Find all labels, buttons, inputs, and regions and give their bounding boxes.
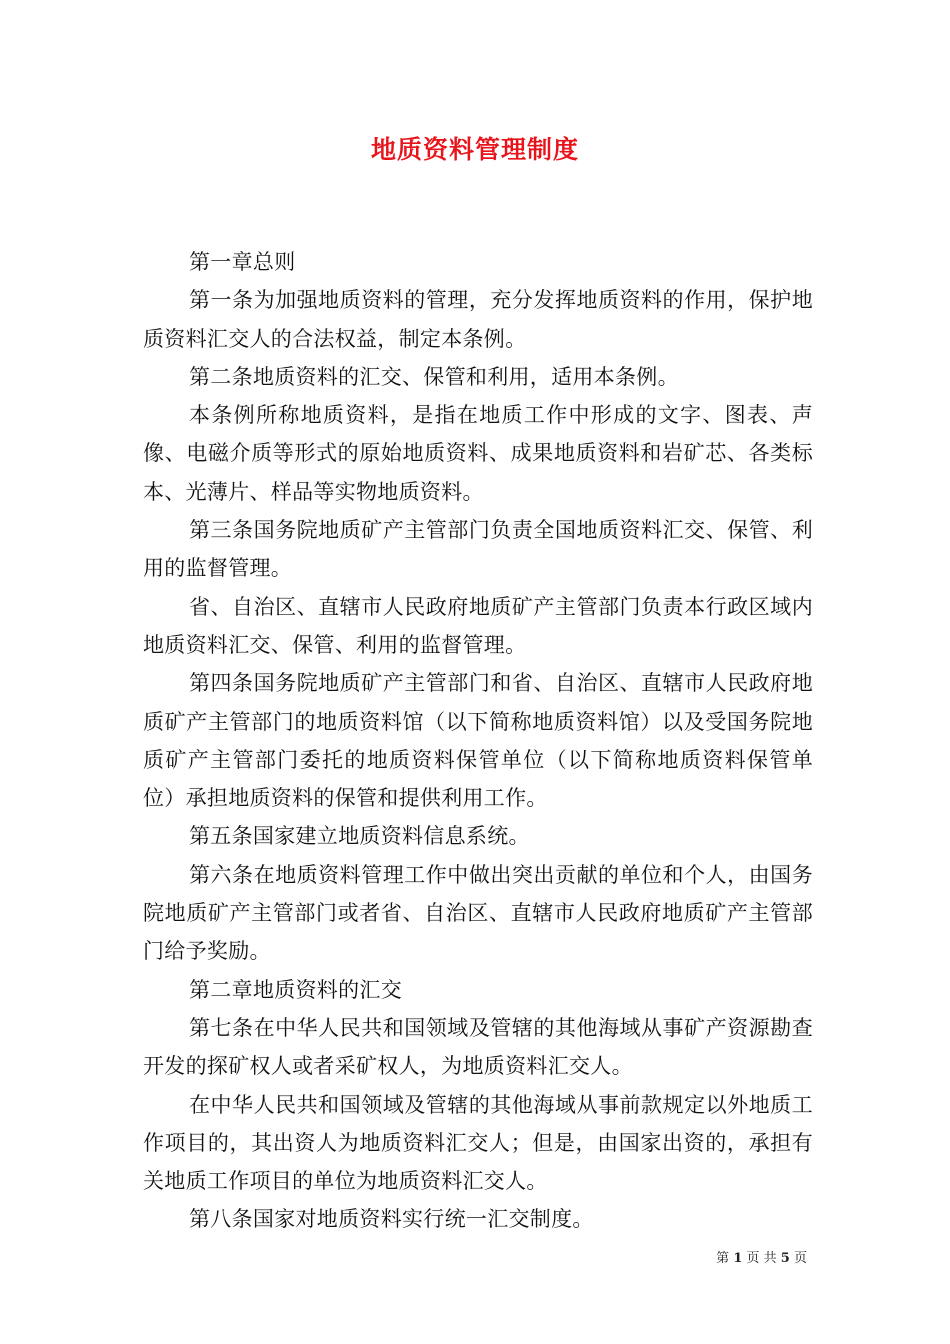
document-title: 地质资料管理制度: [370, 135, 579, 164]
article-paragraph: 第七条在中华人民共和国领域及管辖的其他海域从事矿产资源勘查开发的探矿权人或者采矿权人，为地质资料汇交人。: [143, 1015, 813, 1079]
article-paragraph: 第一条为加强地质资料的管理，充分发挥地质资料的作用，保护地质资料汇交人的合法权益，制定本条例。: [143, 288, 813, 351]
document-body: [143, 243, 813, 1239]
article-paragraph: 第四条国务院地质矿产主管部门和省、自治区、直辖市人民政府地质矿产主管部门的地质资料馆（以下简称地质资料馆）以及受国务院地质矿产主管部门委托的地质资料保管单位（以下简称地质资料保管单位）承担地质资料的保管和提供利用工作。: [143, 671, 813, 811]
page-footer: [600, 1247, 807, 1266]
article-paragraph: 第三条国务院地质矿产主管部门负责全国地质资料汇交、保管、利用的监督管理。: [143, 518, 813, 581]
article-paragraph: 第八条国家对地质资料实行统一汇交制度。: [189, 1207, 594, 1232]
article-paragraph: 第二条地质资料的汇交、保管和利用，适用本条例。: [189, 364, 679, 389]
footer-suffix: 页: [793, 1251, 807, 1266]
article-paragraph: 第六条在地质资料管理工作中做出突出贡献的单位和个人，由国务院地质矿产主管部门或者省、自治区、直辖市人民政府地质矿产主管部门给予奖励。: [143, 862, 813, 964]
footer-total-pages: 5: [780, 1251, 790, 1266]
footer-middle: 页 共: [746, 1251, 777, 1266]
article-paragraph: 本条例所称地质资料，是指在地质工作中形成的文字、图表、声像、电磁介质等形式的原始地质资料、成果地质资料和岩矿芯、各类标本、光薄片、样品等实物地质资料。: [143, 403, 813, 504]
article-paragraph: 在中华人民共和国领域及管辖的其他海域从事前款规定以外地质工作项目的，其出资人为地质资料汇交人；但是，由国家出资的，承担有关地质工作项目的单位为地质资料汇交人。: [143, 1092, 813, 1194]
footer-current-page: 1: [733, 1251, 743, 1266]
article-paragraph: 省、自治区、直辖市人民政府地质矿产主管部门负责本行政区域内地质资料汇交、保管、利用的监督管理。: [143, 594, 813, 657]
footer-prefix: 第: [716, 1251, 730, 1266]
chapter-heading: 第二章地质资料的汇交: [189, 977, 402, 1002]
article-paragraph: 第五条国家建立地质资料信息系统。: [189, 824, 530, 849]
chapter-heading: 第一章总则: [189, 250, 296, 274]
